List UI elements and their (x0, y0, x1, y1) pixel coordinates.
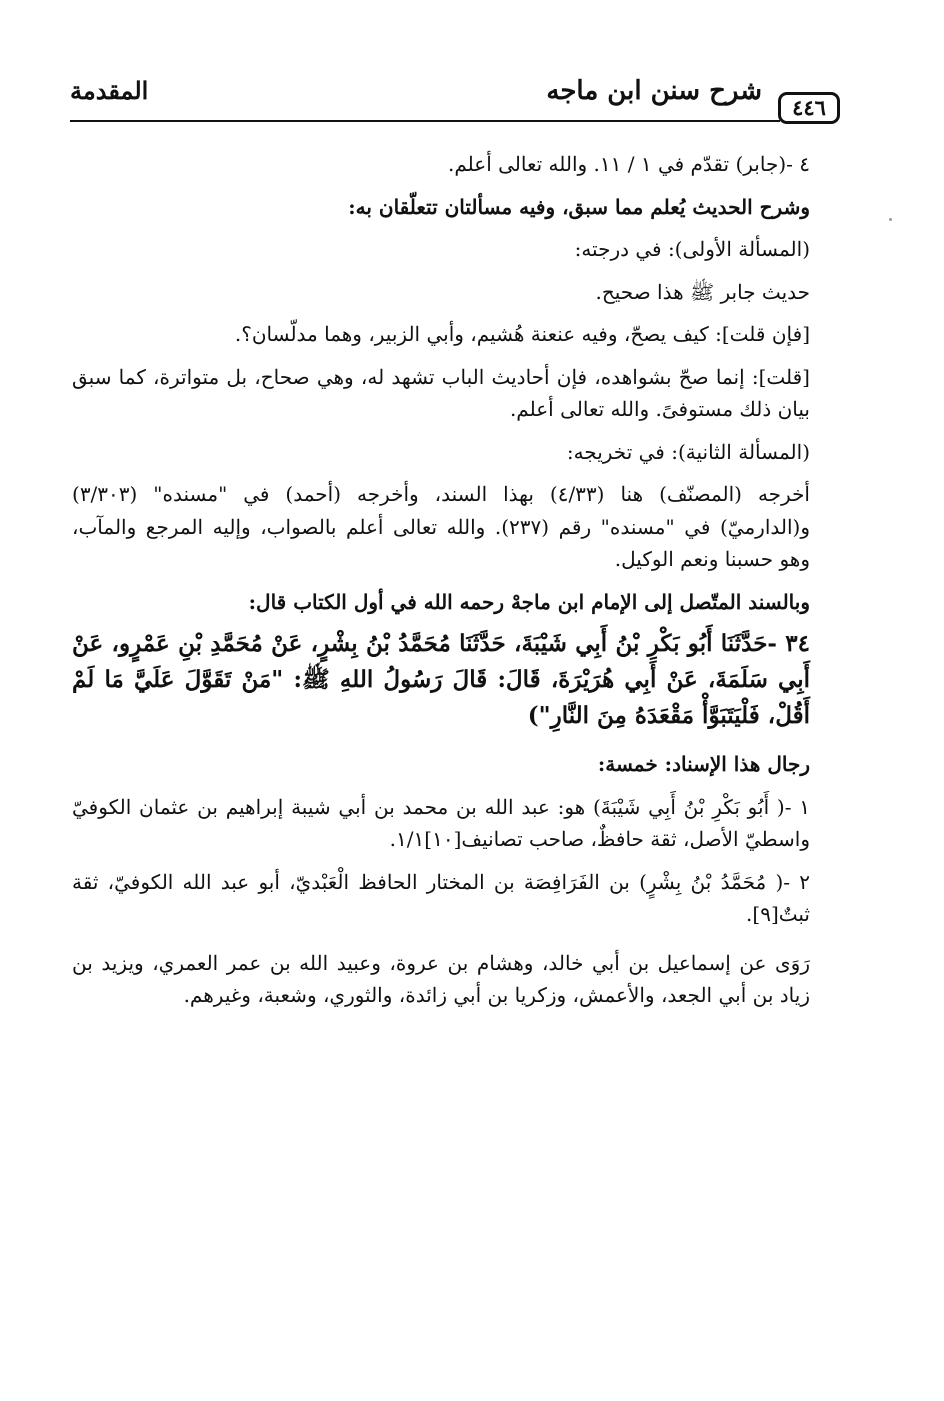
paragraph-narrator-note: ٤ -(جابر) تقدّم في ١ / ١١. والله تعالى أعلم. (447, 152, 810, 176)
header-rule (70, 120, 780, 122)
margin-dot (889, 218, 892, 221)
paragraph-narrators-heading: رجال هذا الإسناد: خمسة: (597, 752, 810, 776)
paragraph-narrator-1: ١ -( أَبُو بَكْرِ بْنُ أَبِي شَيْبَةَ) هو: عبد الله بن محمد بن أبي شيبة إبراهيم بن عثمان الكوفيّ واسطيّ الأصل، ثقة حافظٌ، صاحب تصانيف[١٠]١/١. (72, 794, 810, 851)
paragraph-isnad-intro: وبالسند المتّصل إلى الإمام ابن ماجهْ رحمه الله في أول الكتاب قال: (248, 589, 810, 614)
paragraph-question: [فإن قلت]: كيف يصحّ، وفيه عنعنة هُشيم، وأبي الزبير، وهما مدلّسان؟. (234, 322, 810, 346)
paragraph-answer: [قلت]: إنما صحّ بشواهده، فإن أحاديث الباب تشهد له، وهي صحاح، بل متواترة، كما سبق بيان ذلك مستوفىً. والله تعالى أعلم. (72, 364, 810, 421)
paragraph-narrated-from: رَوَى عن إسماعيل بن أبي خالد، وهشام بن عروة، وعبيد الله بن عمر العمري، ويزيد بن زياد بن أبي الجعد، والأعمش، وزكريا بن أبي زائدة، والثوري، وشعبة، وغيرهم. (72, 950, 810, 1007)
paragraph-hadith-grade: حديث جابر ﷺ هذا صحيح. (595, 279, 810, 304)
paragraph-takhrij: أخرجه (المصنّف) هنا (٤/٣٣) بهذا السند، وأخرجه (أحمد) في "مسنده" (٣/٣٠٣) و(الدارميّ) في "مسنده" رقم (٢٣٧). والله تعالى أعلم بالصواب، وإليه المرجع والمآب، وهو حسبنا ونعم الوكيل. (72, 482, 810, 571)
body-text (72, 148, 838, 1012)
paragraph-hadith-34: ٣٤ -حَدَّثَنَا أَبُو بَكْرِ بْنُ أَبِي شَيْبَةَ، حَدَّثَنَا مُحَمَّدُ بْنُ بِشْرٍ، عَنْ مُحَمَّدِ بْنِ عَمْرٍو، عَنْ أَبِي سَلَمَةَ، عَنْ أَبِي هُرَيْرَةَ، قَالَ: قَالَ رَسُولُ اللهِ ﷺ: "مَنْ تَقَوَّلَ عَلَيَّ مَا لَمْ أَقُلْ، فَلْيَتَبَوَّأْ مَقْعَدَهُ مِنَ النَّارِ") (72, 630, 810, 729)
paragraph-issue-two-heading: (المسألة الثانية): في تخريجه: (566, 439, 810, 464)
book-title: شرح سنن ابن ماجه (546, 76, 762, 106)
section-title: المقدمة (70, 76, 149, 105)
paragraph-explanation-intro: وشرح الحديث يُعلم مما سبق، وفيه مسألتان تتعلّقان به: (348, 194, 810, 219)
running-header (70, 66, 840, 126)
paragraph-issue-one-heading: (المسألة الأولى): في درجته: (574, 237, 810, 261)
paragraph-narrator-2: ٢ -( مُحَمَّدُ بْنُ بِشْرٍ) بن الفَرَافِصَة بن المختار الحافظ الْعَبْديّ، أبو عبد الله الكوفيّ، ثقة ثبتٌ[٩]. (72, 869, 810, 926)
page-number: ٤٤٦ (778, 92, 840, 124)
